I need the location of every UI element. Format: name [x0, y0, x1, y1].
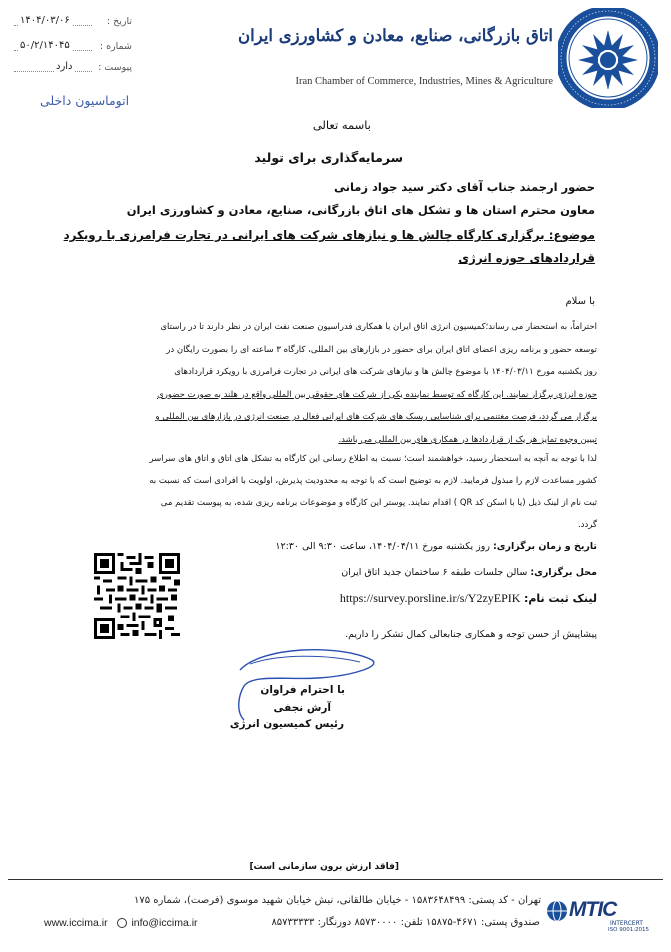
- date-field: [14, 16, 132, 30]
- event-place-value: سالن جلسات طبقه ۶ ساختمان جدید اتاق ایران: [341, 567, 528, 578]
- attachment-value: دارد: [56, 61, 73, 72]
- recipient-line-1: حضور ارجمند جناب آقای دکتر سید جواد زمانی: [334, 180, 595, 194]
- number-value: ۵۰/۲/۱۴۰۴۵: [20, 40, 70, 51]
- footer-website[interactable]: www.iccima.ir: [44, 917, 108, 929]
- footer-email[interactable]: info@iccima.ir: [131, 917, 198, 929]
- recipient-line-2: معاون محترم استان ها و تشکل های اتاق بازرگانی، صنایع، معادن و کشاورزی ایران: [126, 203, 595, 217]
- attachment-field: [14, 62, 132, 76]
- paragraph-1-line: احتراماً، به استحضار می رساند؛کمیسیون انرژی اتاق ایران با همکاری فدراسیون صنعت نفت ایران در نظر دارند تا در راستای: [160, 322, 597, 332]
- internal-only-note: [فاقد ارزش برون سازمانی است]: [249, 862, 399, 872]
- footer-contact: صندوق پستی: ۴۶۷۱-۱۵۸۷۵ تلفن: ۸۵۷۳۰۰۰۰ دورنگار: ۸۵۷۳۳۳۳۳: [271, 917, 540, 928]
- number-label: شماره :: [99, 41, 132, 52]
- paragraph-1-line: توسعه حضور و برنامه ریزی اعضای اتاق ایران برای حضور در بازارهای بین المللی، کارگاه ۳ ساعته ای را بصورت رایگان در: [166, 344, 597, 355]
- mtic-subtitle: INTERCERT: [610, 920, 643, 927]
- footer-divider: [8, 879, 663, 880]
- event-place-label: محل برگزاری:: [530, 567, 597, 578]
- greeting: با سلام: [565, 296, 595, 307]
- paragraph-2-line: گردد.: [577, 520, 597, 530]
- event-link: [340, 591, 597, 606]
- closing-sentence: پیشاپیش از حسن توجه و همکاری جنابعالی کمال تشکر را داریم.: [345, 629, 597, 640]
- paragraph-1-line: حوزه انرژی برگزار نمایند. این کارگاه که توسط نماینده یکی از شرکت های حقوقی بین المللی واقع در هلند به صورت حضوری: [157, 389, 597, 400]
- qr-code-icon: [94, 553, 180, 639]
- bismillah: باسمه تعالی: [312, 118, 371, 132]
- footer-web-line: [44, 917, 198, 929]
- attachment-label: پیوست :: [98, 62, 132, 73]
- number-field: [14, 41, 132, 55]
- paragraph-1-line: روز یکشنبه مورخ ۱۴۰۴/۰۳/۱۱ با موضوع چالش ها و نیازهای شرکت های ایرانی در تجارت فرامرزی با رویکرد قراردادهای: [174, 367, 597, 377]
- chamber-logo: [558, 8, 658, 108]
- footer-address: تهران - کد پستی: ۱۵۸۳۶۴۸۴۹۹ - خیابان طالقانی، نبش خیابان شهید موسوی (فرصت)، شماره ۱۷۵: [134, 895, 541, 906]
- subject-line-2: قراردادهای حوزه انرژی: [458, 251, 595, 265]
- event-place: [341, 567, 597, 578]
- paragraph-1-line: برگزار می گردد، فرصت مغتنمی برای شناسایی ریسک های شرکت های ایرانی فعال در صنعت انرژی در بازارهای بین المللی و: [155, 412, 597, 422]
- mtic-certification-logo: [546, 896, 658, 936]
- registration-qr-code[interactable]: [94, 553, 180, 639]
- event-time-label: تاریخ و زمان برگزاری:: [492, 541, 597, 552]
- paragraph-2: [69, 448, 597, 536]
- paragraph-2-line: کشور مساعدت لازم را مبذول فرمایید. لازم به توضیح است که با توجه به محدودیت پذیرش، اولویت با افرادی است که نسبت به: [149, 476, 597, 486]
- subject-line-1: موضوع: برگزاری کارگاه چالش ها و نیازهای شرکت های ایرانی در تجارت فرامرزی با رویکرد: [63, 228, 595, 242]
- registration-link[interactable]: https://survey.porsline.ir/s/Y2zyEPIK: [339, 591, 521, 605]
- signature-respect: با احترام فراوان: [260, 684, 345, 696]
- date-label: تاریخ :: [106, 16, 132, 27]
- chamber-persian-name: اتاق بازرگانی، صنایع، معادن و کشاورزی ایران: [238, 26, 553, 45]
- signatory-title: رئیس کمیسیون انرژی: [229, 718, 344, 730]
- paragraph-1: [69, 316, 597, 451]
- internal-automation-stamp: اتوماسیون داخلی: [40, 93, 130, 108]
- paragraph-2-line: لذا با توجه به آنچه به استحضار رسید، خواهشمند است؛ نسبت به اطلاع رسانی این کارگاه به تشکل های اتاق و اتاق های سراسر: [149, 454, 597, 464]
- event-time: [275, 541, 597, 552]
- event-link-label: لینک ثبت نام:: [523, 592, 597, 605]
- paragraph-1-line: تبیین وجوه تمایز هر یک از قراردادها در همکاری های بین المللی می باشد.: [338, 434, 597, 445]
- date-value: ۱۴۰۴/۰۳/۰۶: [20, 15, 70, 26]
- mtic-wordmark: MTIC: [569, 898, 617, 921]
- event-time-value: روز یکشنبه مورخ ۱۴۰۴/۰۴/۱۱، ساعت ۹:۳۰ الی ۱۲:۳۰: [275, 541, 490, 552]
- signatory-name: آرش نجفی: [273, 702, 331, 714]
- chamber-english-name: Iran Chamber of Commerce, Industries, Mines & Agriculture: [295, 76, 553, 87]
- mtic-iso: ISO 9001:2015: [608, 927, 650, 933]
- paragraph-2-line: ثبت نام از لینک ذیل (یا با اسکن کد QR ) اقدام نمایند. پوستر این کارگاه و موضوعات برنامه ریزی شده، به پیوست تقدیم می: [160, 498, 597, 508]
- globe-icon: [546, 900, 568, 922]
- email-icon: [117, 918, 127, 928]
- chamber-logo-icon: [558, 8, 658, 108]
- slogan: سرمایه‌گذاری برای تولید: [254, 150, 403, 165]
